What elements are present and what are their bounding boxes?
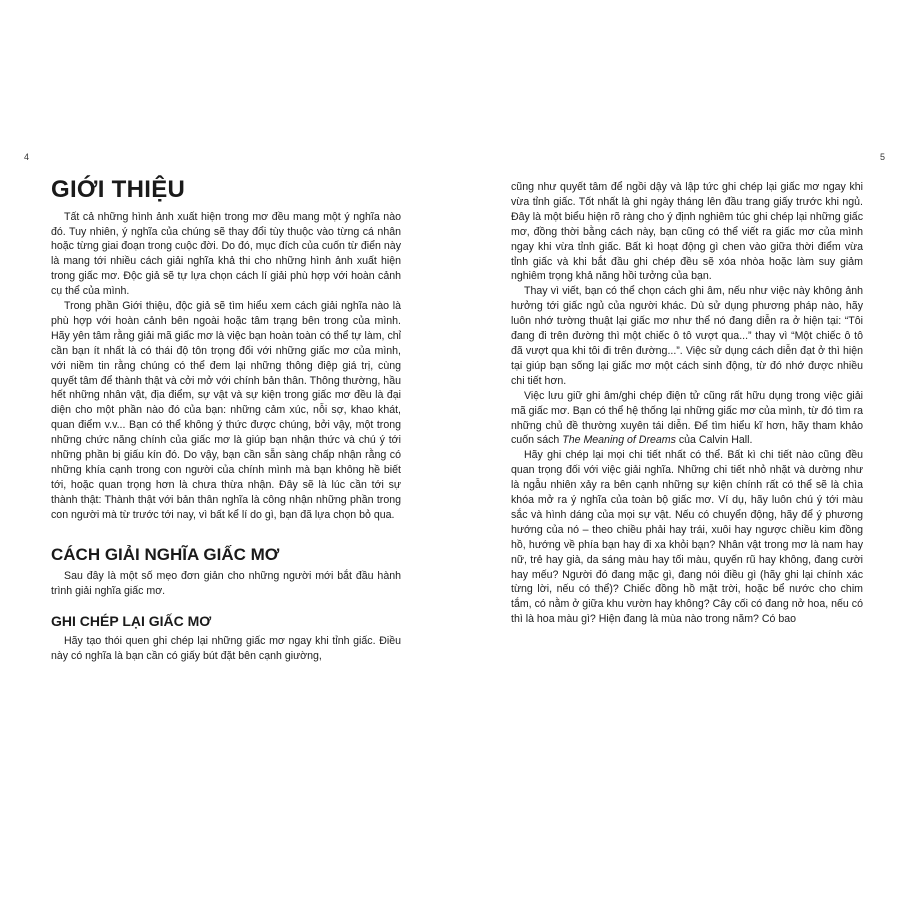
intro-paragraph-2: Trong phần Giới thiệu, độc giả sẽ tìm hiểu xem cách giải nghĩa nào là phù hợp với hoàn cảnh bên ngoài hoặc tâm trạng bên trong của mình. Hãy yên tâm rằng giải mã giấc mơ là việc bạn hoàn toàn có thể tự làm, chỉ cần bạn ít nhất là có thái độ tôn trọng đối với những giấc mơ của mình, với niềm tin rằng chúng có thể đem lại những thông điệp giá trị, cùng quyết tâm để thành thật và cởi mở với chính bản thân. Thông thường, hầu hết những nhân vật, địa điểm, sự vật và sự kiện trong giấc mơ đều là đại diện cho một phần nào đó của bạn: những cảm xúc, nỗi sợ, khao khát, quan điểm v.v... Bạn có thể không ý thức được chúng, bởi vậy, một trong những chức năng chính của giấc mơ là giúp bạn nhận thức và chú ý tới những phần bị giấu kín đó. Do vậy, bạn cần sẵn sàng chấp nhận rằng có những khía cạnh trong con người của chính mình mà bạn không hề biết tới, hoặc quan trọng hơn là chưa thừa nhận. Đây sẽ là lúc cần tới sự thành thật: Thành thật với bản thân nghĩa là công nhận những phần trong con người mà từ trước tới nay, vì bất kể lí do gì, bạn đã lựa chọn bỏ qua. xyxy=(51,300,401,521)
continued-paragraph: cũng như quyết tâm để ngồi dậy và lập tức ghi chép lại giấc mơ ngay khi vừa tỉnh giấc. Tốt nhất là ghi ngày tháng lên đầu trang giấy trước khi ngủ. Đây là một biểu hiện rõ ràng cho ý định nghiêm túc ghi chép lại những giấc mơ, đồng thời bằng cách này, bạn cũng có thể viết ra giấc mơ của mình ngay khi vừa tỉnh giấc. Bất kì hoạt động gì chen vào giữa thời điểm vừa tỉnh giấc và khi bắt đầu ghi chép đều sẽ xóa nhòa hoặc làm suy giảm nghiêm trọng khả năng hồi tưởng của bạn. xyxy=(511,181,863,283)
subsection-title: GHI CHÉP LẠI GIẤC MƠ xyxy=(51,612,212,629)
section-title: CÁCH GIẢI NGHĨA GIẤC MƠ xyxy=(51,544,280,564)
section-paragraph: Sau đây là một số mẹo đơn giản cho những người mới bắt đầu hành trình giải nghĩa giấc mơ. xyxy=(51,570,401,597)
page-number-right: 5 xyxy=(880,152,886,162)
right-column xyxy=(511,180,863,627)
book-title: The Meaning of Dreams xyxy=(562,434,676,447)
subsection-paragraph: Hãy tạo thói quen ghi chép lại những giấc mơ ngay khi tỉnh giấc. Điều này có nghĩa là bạn cần có giấy bút đặt bên cạnh giường, xyxy=(51,634,401,662)
right-page xyxy=(455,0,910,910)
page-number-left: 4 xyxy=(24,152,30,162)
digital-notes-paragraph xyxy=(511,389,863,449)
details-paragraph: Hãy ghi chép lại mọi chi tiết nhất có thể. Bất kì chi tiết nào cũng đều quan trọng đối với việc giải nghĩa. Những chi tiết nhỏ nhặt và dường như là ngẫu nhiên xảy ra bên cạnh những sự kiện chính rất có thể sẽ là chìa khóa mở ra ý nghĩa của toàn bộ giấc mơ. Ví dụ, hãy luôn chú ý tới màu sắc và hình dáng của mọi sự vật. Nếu có chuyển động, hãy để ý phương hướng của nó – theo chiều phải hay trái, xuôi hay ngược chiều kim đồng hồ, hướng về phía bạn hay đi xa khỏi bạn? Nhân vật trong mơ là nam hay nữ, trẻ hay già, da sáng màu hay tối màu, quyến rũ hay không, đang cười hay mếu? Người đó đang mặc gì, đang nói điều gì (hãy ghi lại chính xác từng lời, nếu có thể)? Chiếc đồng hồ mặt trời, hoặc bể nước cho chim tắm, có nằm ở giữa khu vườn hay không? Cây cối có đang nở hoa, nếu có thì là hoa màu gì? Hiện đang là mùa nào trong năm? Có bao xyxy=(511,449,863,626)
digital-notes-text: Việc lưu giữ ghi âm/ghi chép điện tử cũng rất hữu dụng trong việc giải mã giấc mơ. Bạn có thể hệ thống lại những giấc mơ của mình, từ đó tìm ra những chủ đề thường xuyên tái diễn. Để tìm hiểu kĩ hơn, hãy tham khảo cuốn sách xyxy=(511,389,863,447)
intro-paragraph-1: Tất cả những hình ảnh xuất hiện trong mơ đều mang một ý nghĩa nào đó. Tuy nhiên, ý nghĩa của chúng sẽ thay đổi tùy thuộc vào từng cá nhân hoặc từng giai đoạn trong cuộc đời. Do đó, mục đích của cuốn từ điển này là mang tới nhiều cách giải nghĩa khả thi cho những hình ảnh xuất hiện trong giấc mơ. Độc giả sẽ tự lựa chọn cách lí giải phù hợp với hoàn cảnh cụ thể của mình. xyxy=(51,210,401,298)
chapter-title: GIỚI THIỆU xyxy=(51,176,186,203)
recording-paragraph: Thay vì viết, bạn có thể chọn cách ghi âm, nếu như việc này không ảnh hưởng tới giấc ngủ của người khác. Dù sử dụng phương pháp nào, hãy luôn nhớ tường thuật lại giấc mơ như thể nó đang diễn ra ở hiện tại: “Tôi đang đi trên đường thì một chiếc ô tô vượt qua...” thay vì “Một chiếc ô tô đã vượt qua khi tôi đi trên đường...”. Việc sử dụng cách diễn đạt ở thì hiện tại giúp bạn sống lại giấc mơ một cách sinh động, từ đó nhớ được nhiều chi tiết hơn. xyxy=(511,285,863,387)
left-column xyxy=(51,176,401,663)
digital-notes-author: của Calvin Hall. xyxy=(675,434,753,447)
